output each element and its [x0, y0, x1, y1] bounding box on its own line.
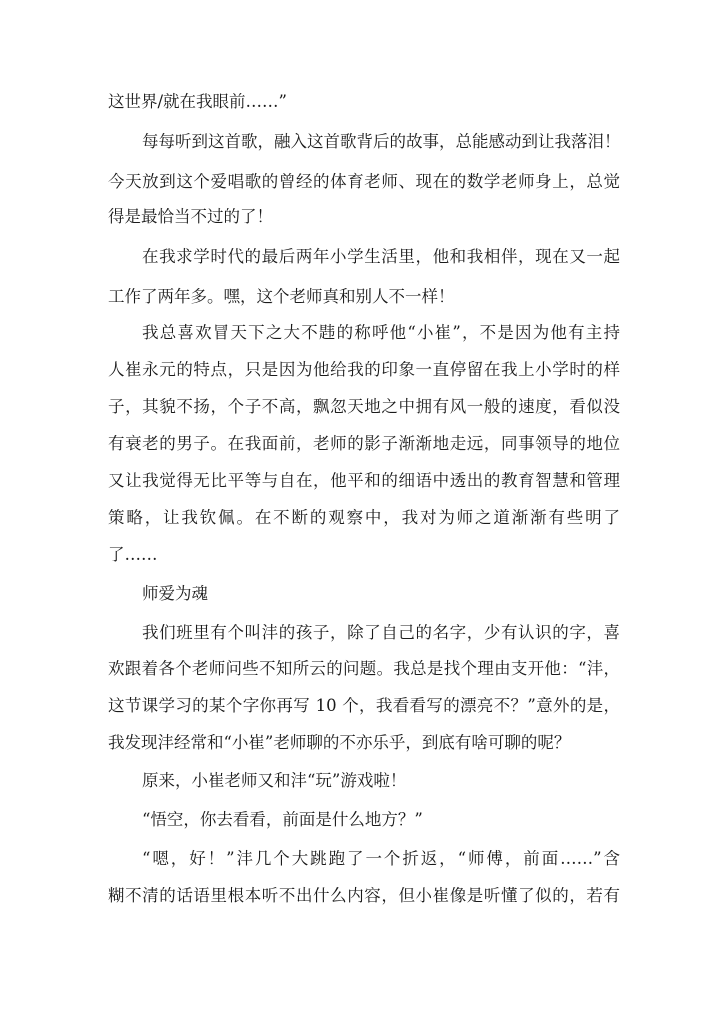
text-line: 欢跟着各个老师问些不知所云的问题。我总是找个理由支开他：“沣，	[108, 659, 620, 678]
text-line: 今天放到这个爱唱歌的曾经的体育老师、现在的数学老师身上，总觉	[108, 172, 620, 191]
text-line: 我总喜欢冒天下之大不韪的称呼他“小崔”，不是因为他有主持	[142, 323, 620, 342]
text-line: 有衰老的男子。在我面前，老师的影子渐渐地走远，同事领导的地位	[108, 434, 620, 453]
text-line: 得是最恰当不过的了！	[108, 207, 273, 226]
text-line: 人崔永元的特点，只是因为他给我的印象一直停留在我上小学时的样	[108, 360, 620, 379]
text-line: “悟空，你去看看，前面是什么地方？”	[142, 810, 423, 829]
section-heading: 师爱为魂	[142, 584, 208, 603]
text-line: 了……	[108, 545, 158, 564]
text-line: 在我求学时代的最后两年小学生活里，他和我相伴，现在又一起	[142, 247, 620, 266]
text-line: 原来，小崔老师又和沣“玩”游戏啦！	[142, 771, 407, 790]
text-line: 又让我觉得无比平等与自在，他平和的细语中透出的教育智慧和管理	[108, 471, 620, 490]
text-line: 我发现沣经常和“小崔”老师聊的不亦乐乎，到底有啥可聊的呢？	[108, 733, 571, 752]
text-line: 糊不清的话语里根本听不出什么内容，但小崔像是听懂了似的，若有	[108, 886, 620, 905]
text-line: 每每听到这首歌，融入这首歌背后的故事，总能感动到让我落泪！	[142, 132, 621, 151]
text-line: 我们班里有个叫沣的孩子，除了自己的名字，少有认识的字，喜	[142, 623, 620, 642]
text-line: 工作了两年多。嘿，这个老师真和别人不一样！	[108, 287, 455, 306]
text-line: 这世界/就在我眼前……”	[108, 92, 287, 111]
text-line: “嗯，好！”沣几个大跳跑了一个折返，“师傅，前面……”含	[142, 849, 620, 868]
text-line: 这节课学习的某个字你再写 10 个，我看看写的漂亮不？”意外的是，	[108, 696, 620, 715]
text-line: 策略，让我钦佩。在不断的观察中，我对为师之道渐渐有些明了	[108, 508, 620, 527]
text-line: 子，其貌不扬，个子不高，飘忽天地之中拥有风一般的速度，看似没	[108, 397, 620, 416]
